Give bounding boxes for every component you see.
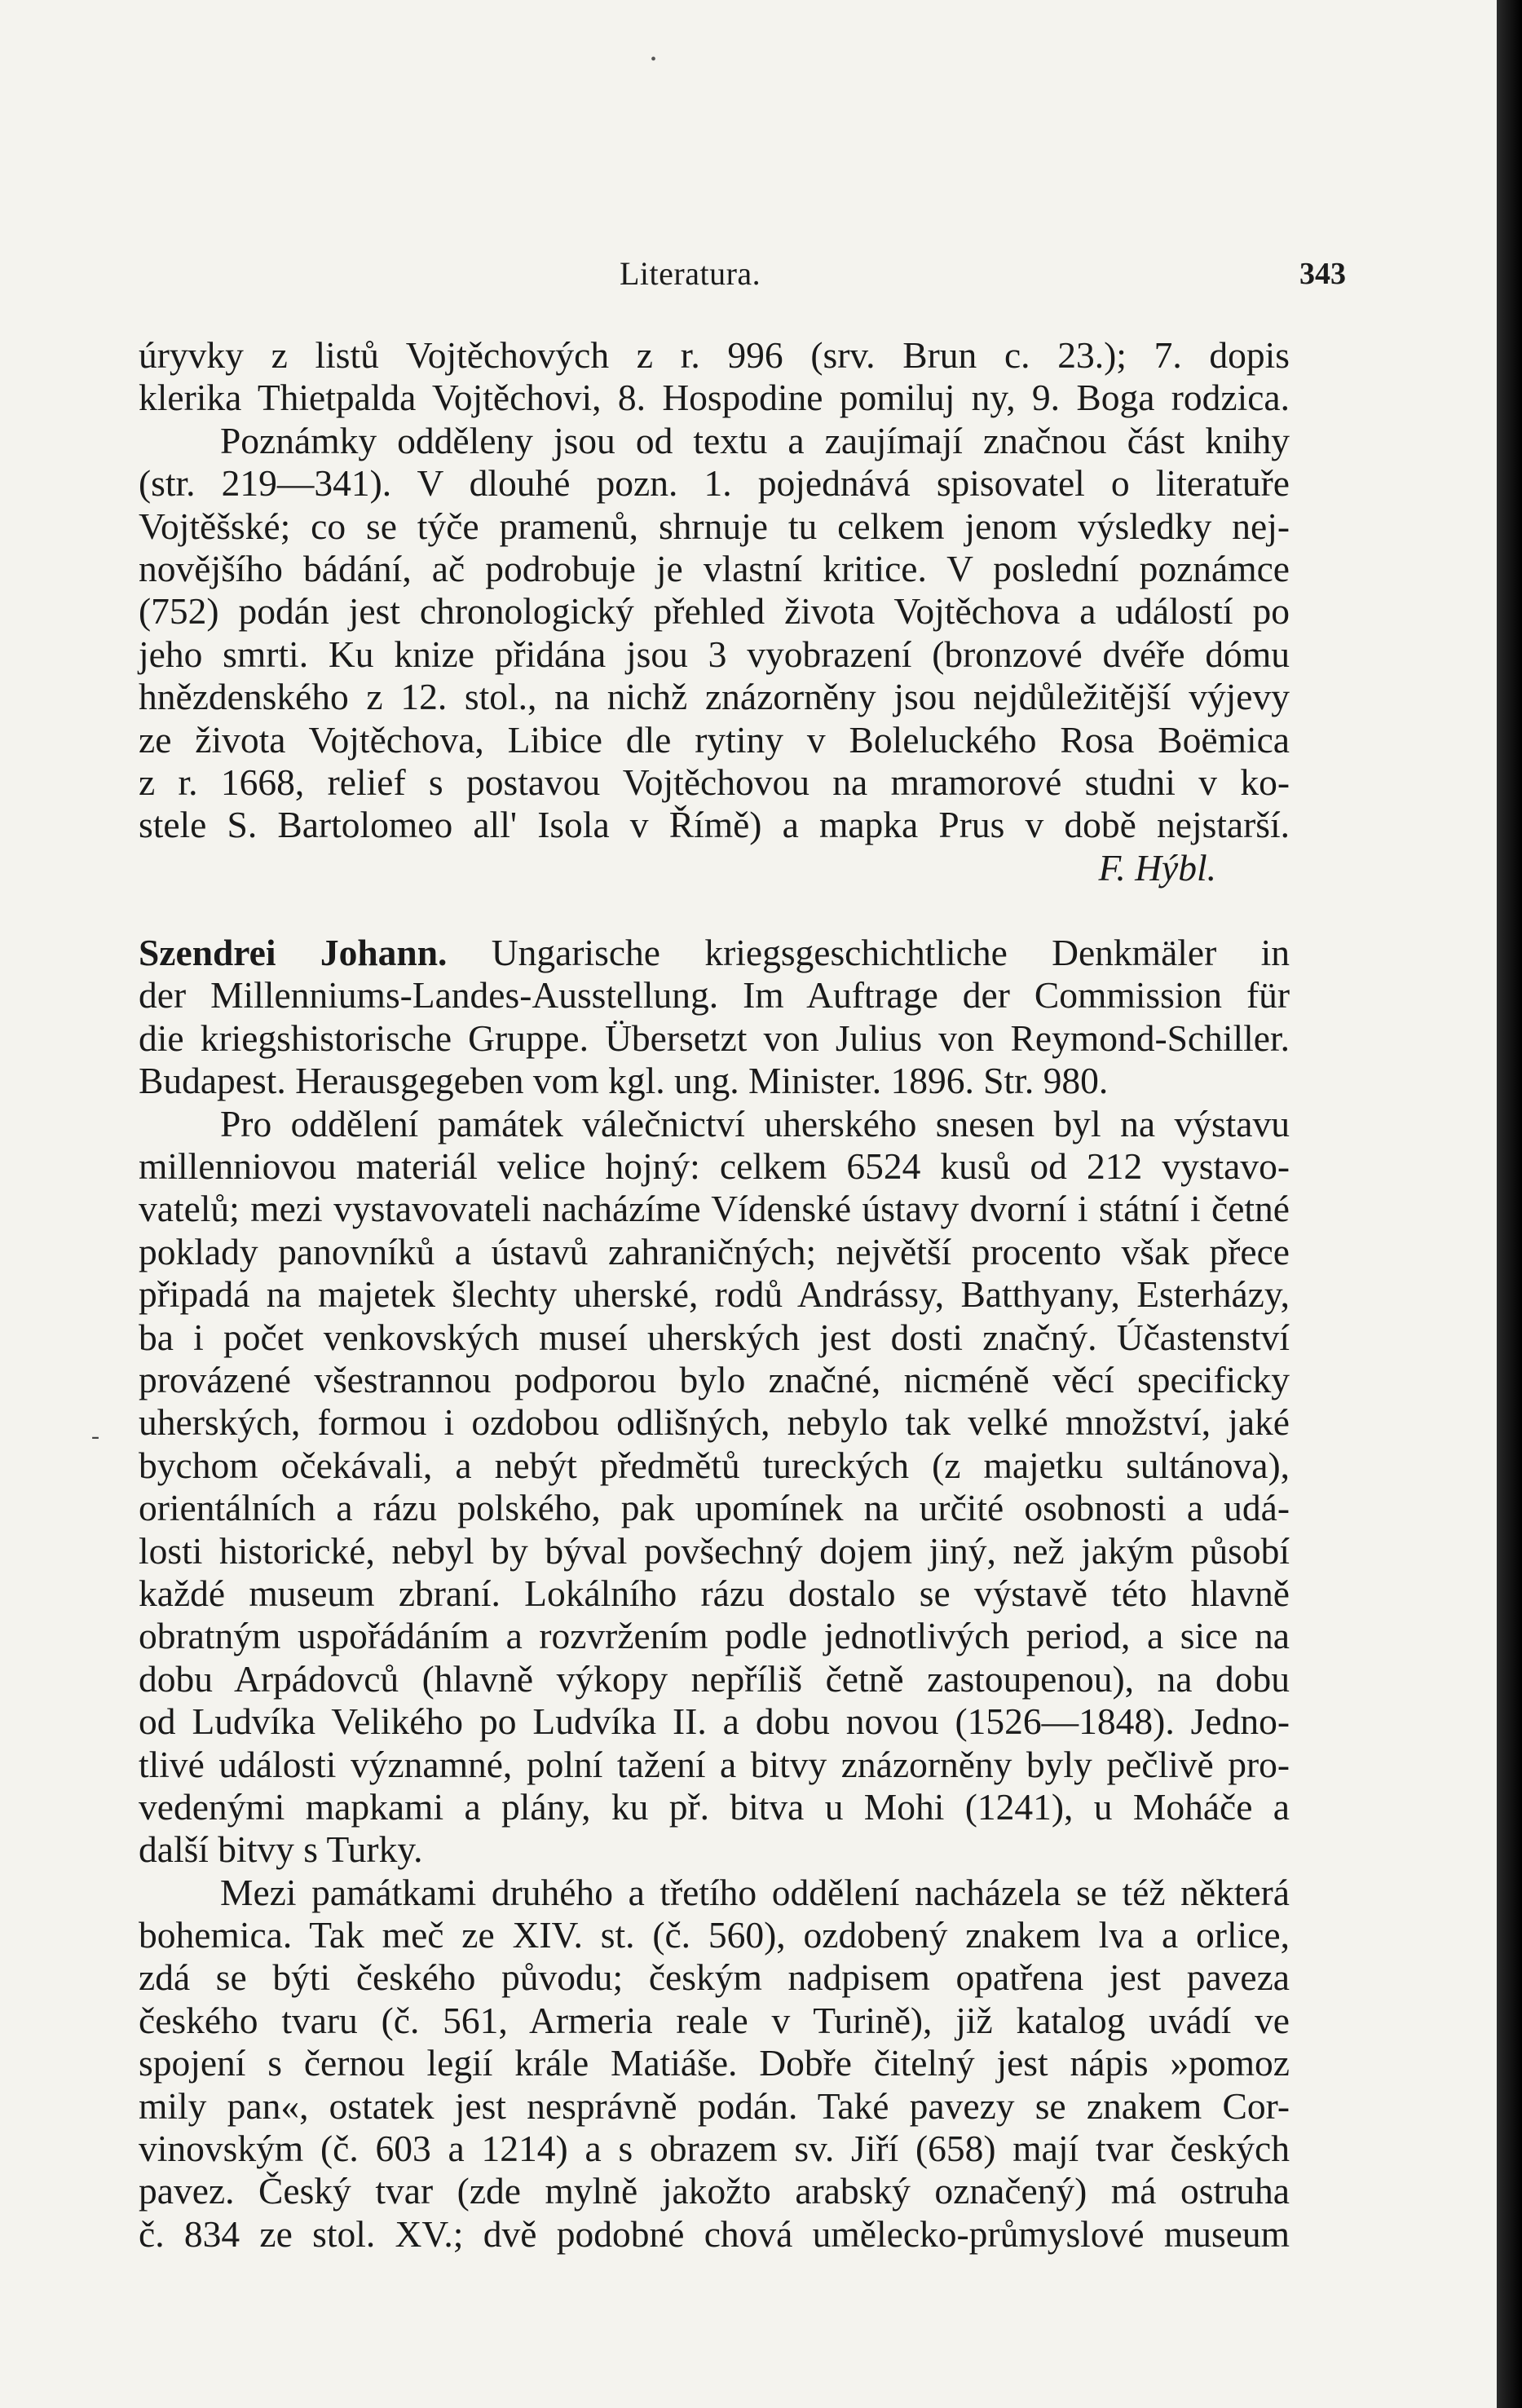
review-title-line: die kriegshistorische Gruppe. Übersetzt von Julius von Reymond-Schiller. bbox=[139, 1017, 1290, 1059]
running-title: Literatura. bbox=[620, 255, 761, 292]
text-line: připadá na majetek šlechty uherské, rodů Andrássy, Batthyany, Esterházy, bbox=[139, 1273, 1290, 1316]
text-line: z r. 1668, relief s postavou Vojtěchovou na mramorové studni v ko- bbox=[139, 761, 1290, 803]
text-line: tlivé události významné, polní tažení a bitvy znázorněny byly pečlivě pro- bbox=[139, 1743, 1290, 1785]
text-line: millenniovou materiál velice hojný: celkem 6524 kusů od 212 vystavo- bbox=[139, 1145, 1290, 1188]
text-line: úryvky z listů Vojtěchových z r. 996 (srv. Brun c. 23.); 7. dopis bbox=[139, 334, 1290, 376]
running-head bbox=[0, 254, 1497, 297]
text-line: ba i počet venkovských museí uherských jest dosti značný. Účastenství bbox=[139, 1316, 1290, 1358]
text-line: bohemica. Tak meč ze XIV. st. (č. 560), ozdobený znakem lva a orlice, bbox=[139, 1914, 1290, 1956]
text-line: od Ludvíka Velikého po Ludvíka II. a dobu novou (1526—1848). Jedno- bbox=[139, 1700, 1290, 1743]
review-heading-line bbox=[139, 932, 1290, 974]
text-line: stele S. Bartolomeo all' Isola v Římě) a mapka Prus v době nejstarší. bbox=[139, 804, 1290, 846]
page-number: 343 bbox=[1299, 257, 1346, 291]
text-line: (752) podán jest chronologický přehled života Vojtěchova a událostí po bbox=[139, 590, 1290, 633]
text-line: vedenými mapkami a plány, ku př. bitva u Mohi (1241), u Moháče a bbox=[139, 1785, 1290, 1828]
text-line: Mezi památkami druhého a třetího oddělení nacházela se též některá bbox=[220, 1871, 1290, 1913]
text-line: uherských, formou i ozdobou odlišných, nebylo tak velké množství, jaké bbox=[139, 1401, 1290, 1444]
text-line: č. 834 ze stol. XV.; dvě podobné chová umělecko-průmyslové museum bbox=[139, 2212, 1290, 2255]
text-line: českého tvaru (č. 561, Armeria reale v Turině), již katalog uvádí ve bbox=[139, 1999, 1290, 2041]
text-line: losti historické, nebyl by býval povšechný dojem jiný, než jakým působí bbox=[139, 1529, 1290, 1572]
review-title-line: der Millenniums-Landes-Ausstellung. Im Auftrage der Commission für bbox=[139, 974, 1290, 1017]
reviewer-signature: F. Hýbl. bbox=[1098, 846, 1216, 889]
review-title-start: Ungarische kriegsgeschichtliche Denkmäler in bbox=[447, 932, 1290, 974]
text-line: Poznámky odděleny jsou od textu a zaujímají značnou část knihy bbox=[220, 419, 1290, 461]
text-line: bychom očekávali, a nebýt předmětů tureckých (z majetku sultánova), bbox=[139, 1444, 1290, 1486]
text-line: mily pan«, ostatek jest nesprávně podán. Také pavezy se znakem Cor- bbox=[139, 2084, 1290, 2127]
text-line: pavez. Český tvar (zde mylně jakožto arabský označený) má ostruha bbox=[139, 2170, 1290, 2212]
text-line: dobu Arpádovců (hlavně výkopy nepříliš četně zastoupenou), na dobu bbox=[139, 1657, 1290, 1700]
text-line: další bitvy s Turky. bbox=[139, 1828, 423, 1871]
margin-mark: - bbox=[91, 1422, 99, 1449]
body-text bbox=[139, 334, 1290, 2256]
text-line: spojení s černou legií krále Matiáše. Dobře čitelný jest nápis »pomoz bbox=[139, 2042, 1290, 2084]
text-line: zdá se býti českého původu; českým nadpisem opatřena jest paveza bbox=[139, 1956, 1290, 1999]
text-line: každé museum zbraní. Lokálního rázu dostalo se výstavě této hlavně bbox=[139, 1572, 1290, 1614]
text-line: hnězdenského z 12. stol., na nichž znázorněny jsou nejdůležitější výjevy bbox=[139, 676, 1290, 718]
text-line: ze života Vojtěchova, Libice dle rytiny v Boleluckého Rosa Boëmica bbox=[139, 718, 1290, 761]
text-line: obratným uspořádáním a rozvržením podle jednotlivých period, a sice na bbox=[139, 1615, 1290, 1657]
review-title-line: Budapest. Herausgegeben vom kgl. ung. Minister. 1896. Str. 980. bbox=[139, 1060, 1109, 1102]
section-gap bbox=[139, 889, 1290, 932]
scan-speck: • bbox=[651, 51, 657, 68]
text-line: poklady panovníků a ústavů zahraničných; největší procento však přece bbox=[139, 1230, 1290, 1272]
review-author: Szendrei Johann. bbox=[139, 932, 448, 974]
text-line: vatelů; mezi vystavovateli nacházíme Vídenské ústavy dvorní i státní i četné bbox=[139, 1188, 1290, 1230]
text-line: novějšího bádání, ač podrobuje je vlastní kritice. V poslední poznámce bbox=[139, 547, 1290, 589]
scan-edge bbox=[1497, 0, 1522, 2408]
text-line: (str. 219—341). V dlouhé pozn. 1. pojednává spisovatel o literatuře bbox=[139, 462, 1290, 505]
text-line: jeho smrti. Ku knize přidána jsou 3 vyobrazení (bronzové dvéře dómu bbox=[139, 633, 1290, 675]
text-line: provázené všestrannou podporou bylo značné, nicméně věcí specificky bbox=[139, 1358, 1290, 1400]
text-line: klerika Thietpalda Vojtěchovi, 8. Hospodine pomiluj ny, 9. Boga rodzica. bbox=[139, 377, 1290, 419]
text-line: Vojtěšské; co se týče pramenů, shrnuje tu celkem jenom výsledky nej- bbox=[139, 505, 1290, 547]
text-line: Pro oddělení památek válečnictví uherského snesen byl na výstavu bbox=[220, 1102, 1290, 1144]
text-line: orientálních a rázu polského, pak upomínek na určité osobnosti a udá- bbox=[139, 1487, 1290, 1529]
text-line: vinovským (č. 603 a 1214) a s obrazem sv. Jiří (658) mají tvar českých bbox=[139, 2128, 1290, 2170]
